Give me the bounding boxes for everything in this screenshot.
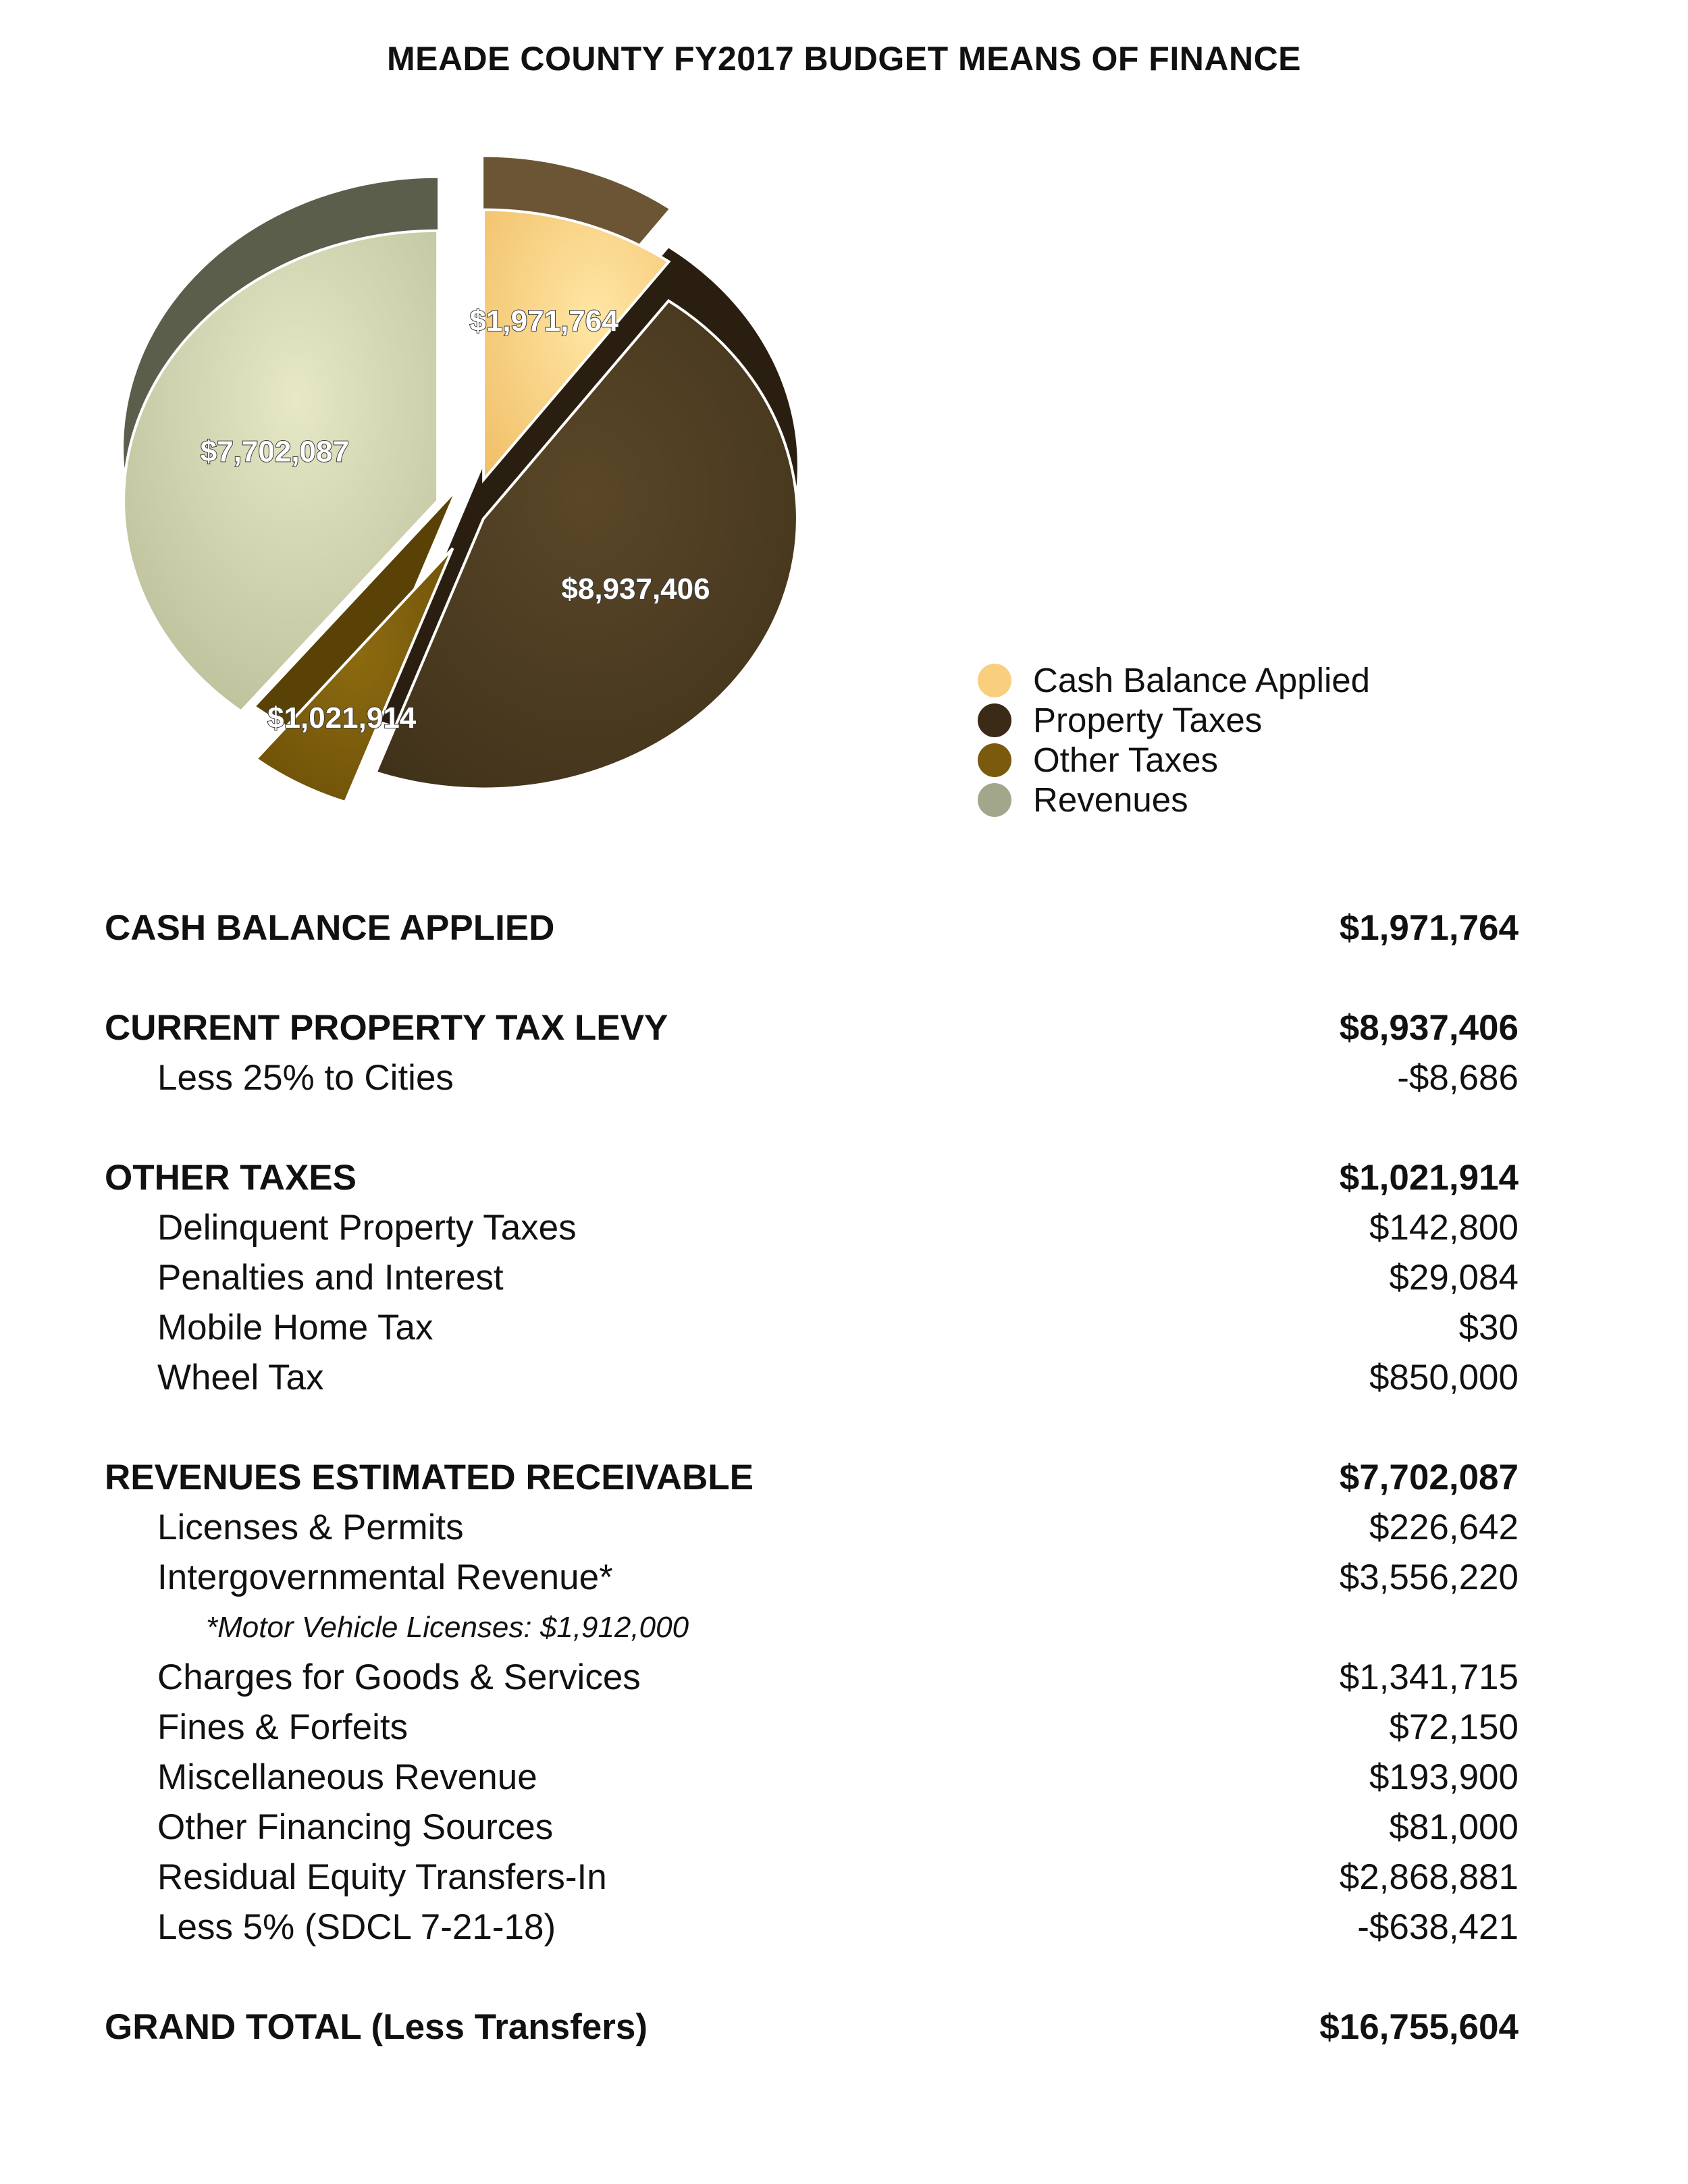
row-label: Penalties and Interest	[157, 1258, 504, 1298]
row-label: Charges for Goods & Services	[157, 1657, 641, 1697]
legend-item-revenues	[978, 780, 1370, 820]
table-row	[105, 1053, 1519, 1103]
row-label: Miscellaneous Revenue	[157, 1757, 537, 1797]
table-row	[105, 1353, 1519, 1403]
legend-swatch	[978, 743, 1011, 777]
row-value: $81,000	[1389, 1807, 1519, 1847]
row-label: CASH BALANCE APPLIED	[105, 908, 555, 948]
table-row	[105, 1902, 1519, 1952]
table-row	[105, 1253, 1519, 1303]
legend-swatch	[978, 783, 1011, 817]
pie-label-property-taxes: $8,937,406	[561, 572, 710, 606]
legend-swatch	[978, 703, 1011, 737]
row-label: Delinquent Property Taxes	[157, 1208, 577, 1248]
pie-label-other-taxes: $1,021,914	[267, 701, 417, 735]
table-row	[105, 1853, 1519, 1902]
row-value: $1,021,914	[1339, 1158, 1519, 1198]
legend-item-other-taxes	[978, 740, 1370, 780]
legend-item-cash-balance	[978, 660, 1370, 700]
legend-item-property-taxes	[978, 700, 1370, 740]
legend-label: Revenues	[1033, 780, 1188, 819]
row-label: Wheel Tax	[157, 1358, 324, 1397]
row-label: REVENUES ESTIMATED RECEIVABLE	[105, 1458, 754, 1497]
table-row-property-tax	[105, 1003, 1519, 1053]
table-row	[105, 1653, 1519, 1703]
row-value: $72,150	[1389, 1707, 1519, 1747]
table-row	[105, 1203, 1519, 1253]
table-row-revenues	[105, 1453, 1519, 1503]
row-value: $226,642	[1369, 1508, 1519, 1547]
row-label: Less 25% to Cities	[157, 1058, 454, 1098]
pie-chart	[0, 0, 878, 864]
row-value: $8,937,406	[1339, 1008, 1519, 1048]
table-row-cash-balance	[105, 903, 1519, 953]
legend-label: Cash Balance Applied	[1033, 661, 1371, 699]
row-value: $1,971,764	[1339, 908, 1519, 948]
chart-legend	[978, 660, 1370, 820]
table-note	[105, 1603, 1519, 1653]
row-value: -$8,686	[1397, 1058, 1519, 1098]
legend-label: Other Taxes	[1033, 741, 1219, 779]
row-label: Intergovernmental Revenue*	[157, 1557, 613, 1597]
table-row	[105, 1753, 1519, 1803]
row-value: $3,556,220	[1339, 1557, 1519, 1597]
table-row	[105, 1553, 1519, 1603]
row-label: Residual Equity Transfers-In	[157, 1857, 607, 1897]
row-label: Other Financing Sources	[157, 1807, 554, 1847]
row-value: $30	[1458, 1308, 1519, 1348]
row-value: $142,800	[1369, 1208, 1519, 1248]
row-label: Mobile Home Tax	[157, 1308, 433, 1348]
chart-title: MEADE COUNTY FY2017 BUDGET MEANS OF FINANCE	[386, 40, 1302, 78]
table-row-grand-total	[105, 2002, 1519, 2052]
table-row-other-taxes	[105, 1153, 1519, 1203]
table-row	[105, 1303, 1519, 1353]
row-label: Licenses & Permits	[157, 1508, 464, 1547]
legend-label: Property Taxes	[1033, 701, 1263, 739]
pie-label-revenues: $7,702,087	[200, 435, 349, 469]
row-label: Less 5% (SDCL 7-21-18)	[157, 1907, 556, 1947]
pie-label-cash-balance: $1,971,764	[469, 304, 618, 338]
row-label: Fines & Forfeits	[157, 1707, 408, 1747]
row-value: -$638,421	[1357, 1907, 1519, 1947]
row-label: GRAND TOTAL (Less Transfers)	[105, 2007, 648, 2047]
row-value: $1,341,715	[1339, 1657, 1519, 1697]
note-text: *Motor Vehicle Licenses: $1,912,000	[206, 1611, 689, 1644]
row-value: $29,084	[1389, 1258, 1519, 1298]
row-value: $2,868,881	[1339, 1857, 1519, 1897]
row-value: $7,702,087	[1339, 1458, 1519, 1497]
table-row	[105, 1503, 1519, 1553]
row-label: CURRENT PROPERTY TAX LEVY	[105, 1008, 668, 1048]
row-value: $16,755,604	[1319, 2007, 1519, 2047]
row-value: $850,000	[1369, 1358, 1519, 1397]
legend-swatch	[978, 664, 1011, 697]
table-row	[105, 1803, 1519, 1853]
table-row	[105, 1703, 1519, 1753]
row-label: OTHER TAXES	[105, 1158, 357, 1198]
row-value: $193,900	[1369, 1757, 1519, 1797]
finance-table	[105, 903, 1519, 2052]
